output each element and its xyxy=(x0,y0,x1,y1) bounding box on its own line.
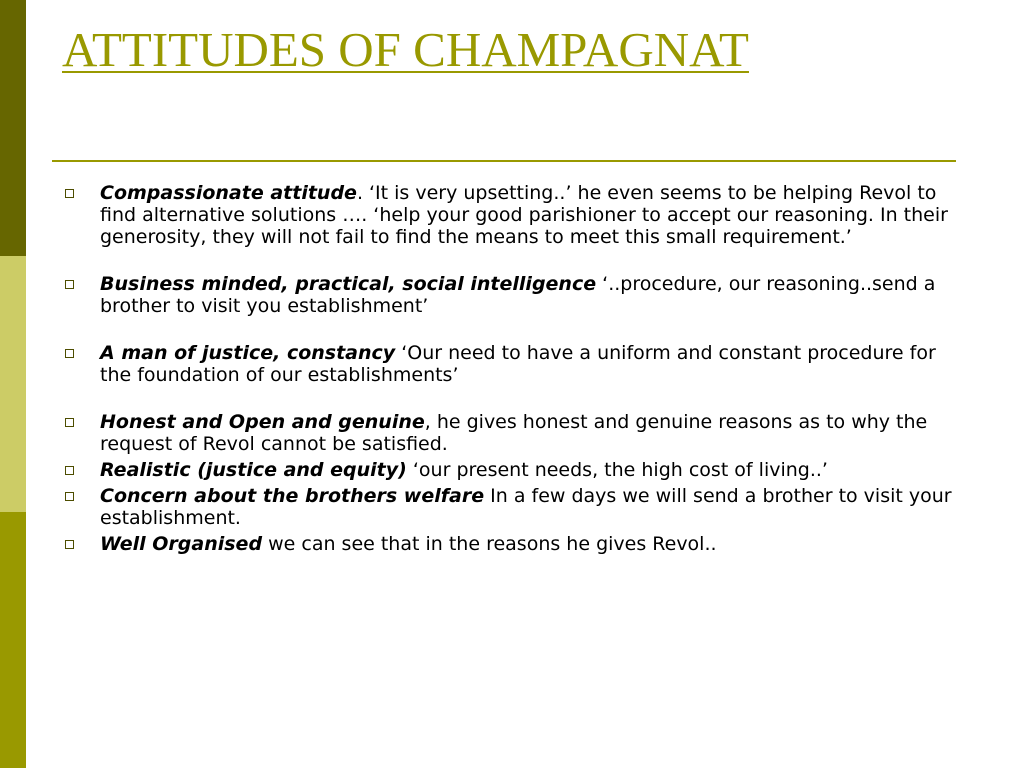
list-item xyxy=(62,485,962,529)
item-term: Concern about the brothers welfare xyxy=(100,485,485,507)
item-text: ‘our present needs, the high cost of living..’ xyxy=(406,459,828,481)
hollow-square-bullet-icon xyxy=(65,189,74,198)
hollow-square-bullet-icon xyxy=(65,418,74,427)
item-term: Well Organised xyxy=(100,533,263,555)
hollow-square-bullet-icon xyxy=(65,492,74,501)
left-bar-top xyxy=(0,0,26,256)
list-item xyxy=(62,459,962,481)
item-text: , he gives honest and genuine reasons as to why the request of Revol cannot be satisfied. xyxy=(100,411,928,455)
left-bar-middle xyxy=(0,256,26,512)
hollow-square-bullet-icon xyxy=(65,540,74,549)
hollow-square-bullet-icon xyxy=(65,349,74,358)
item-text: In a few days we will send a brother to visit your establishment. xyxy=(100,485,952,529)
list-item xyxy=(62,273,962,317)
item-text: . ‘It is very upsetting..’ he even seems to be helping Revol to find alternative solutions …. ‘help your good parishioner to accept our reasoning. In their generosity, they will not fail to find the means to meet this small requirement.’ xyxy=(100,182,948,248)
item-term: Realistic (justice and equity) xyxy=(100,459,407,481)
attitudes-list xyxy=(62,182,962,559)
item-term: A man of justice, constancy xyxy=(100,342,396,364)
item-term: Compassionate attitude xyxy=(100,182,357,204)
list-item xyxy=(62,182,962,248)
title-divider xyxy=(52,160,956,162)
list-item xyxy=(62,411,962,455)
item-text: ‘Our need to have a uniform and constant procedure for the foundation of our establishments’ xyxy=(100,342,936,386)
list-item xyxy=(62,533,962,555)
slide-title: ATTITUDES OF CHAMPAGNAT xyxy=(62,22,749,77)
item-term: Business minded, practical, social intelligence xyxy=(100,273,597,295)
item-text: ‘..procedure, our reasoning..send a brother to visit you establishment’ xyxy=(100,273,936,317)
hollow-square-bullet-icon xyxy=(65,466,74,475)
item-term: Honest and Open and genuine xyxy=(100,411,425,433)
left-bar-bottom xyxy=(0,512,26,768)
list-item xyxy=(62,342,962,386)
item-text: we can see that in the reasons he gives Revol.. xyxy=(262,533,717,555)
hollow-square-bullet-icon xyxy=(65,280,74,289)
